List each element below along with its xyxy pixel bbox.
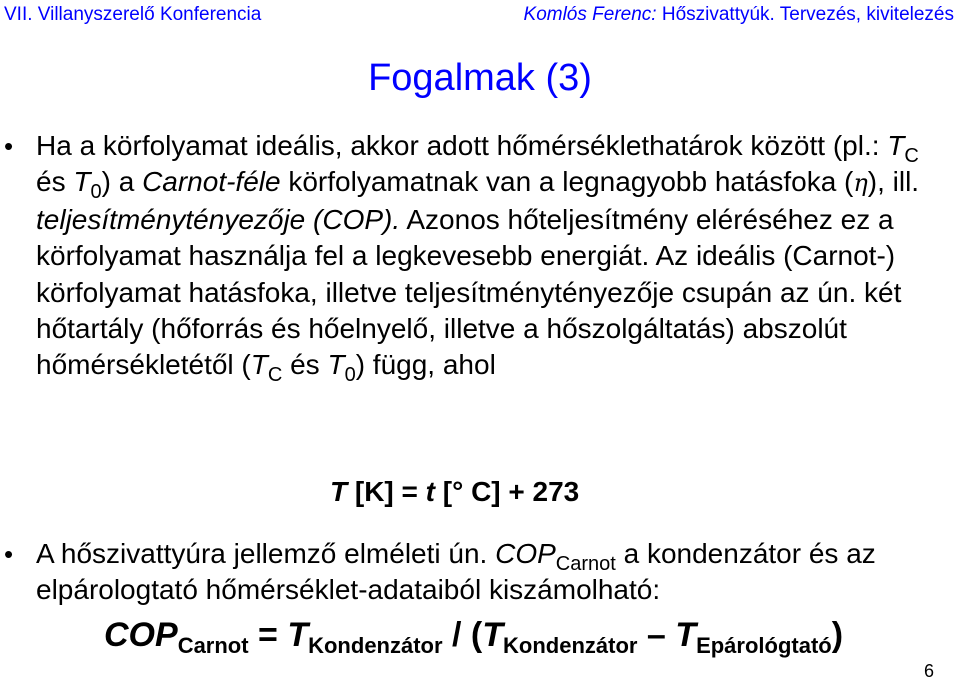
bullet-paragraph-2: A hőszivattyúra jellemző elméleti ún. $COP_{Carnot}$ a kondenzátor és az elpárologtató hőmérséklet-adataiból kiszámolható: <box>36 538 876 606</box>
slide-title: Fogalmak (3) <box>368 57 592 99</box>
kelvin-formula: T [K] = t [° C] + 273 <box>330 476 580 507</box>
presentation-info <box>524 4 954 26</box>
bullet-marker: • <box>4 539 14 569</box>
presentation-topic: Hőszivattyúk. Tervezés, kivitelezés <box>661 4 954 25</box>
bullet-marker: • <box>4 131 14 161</box>
bullet-paragraph-1: Ha a körfolyamat ideális, akkor adott hőmérséklethatárok között (pl.: $T_C$ és $T_0$) a Carnot-féle körfolyamatnak van a legnagyobb hatásfoka (η), ill. teljesítménytényezője (COP). Azonos hőteljesítmény eléréséhez ez a körfolyamat használja fel a legkevesebb energiát. Az ideális (Carnot-) körfolyamat hatásfoka, illetve teljesítménytényezője csupán az ún. két hőtartály (hőforrás és hőelnyelő, illetve a hőszolgáltatás) abszolút hőmérsékletétől ($T_C$ és $T_0$) függ, ahol <box>36 130 920 387</box>
cop-formula: $COP_{Carnot} = T_{Kondenzátor} / (T_{Kondenzátor} - T_{Epárológtató})$ <box>104 616 844 658</box>
conference-name: VII. Villanyszerelő Konferencia <box>4 4 262 25</box>
author-name: Komlós Ferenc: <box>523 4 657 25</box>
eta-symbol: η <box>853 169 868 198</box>
page-number: 6 <box>923 661 934 681</box>
